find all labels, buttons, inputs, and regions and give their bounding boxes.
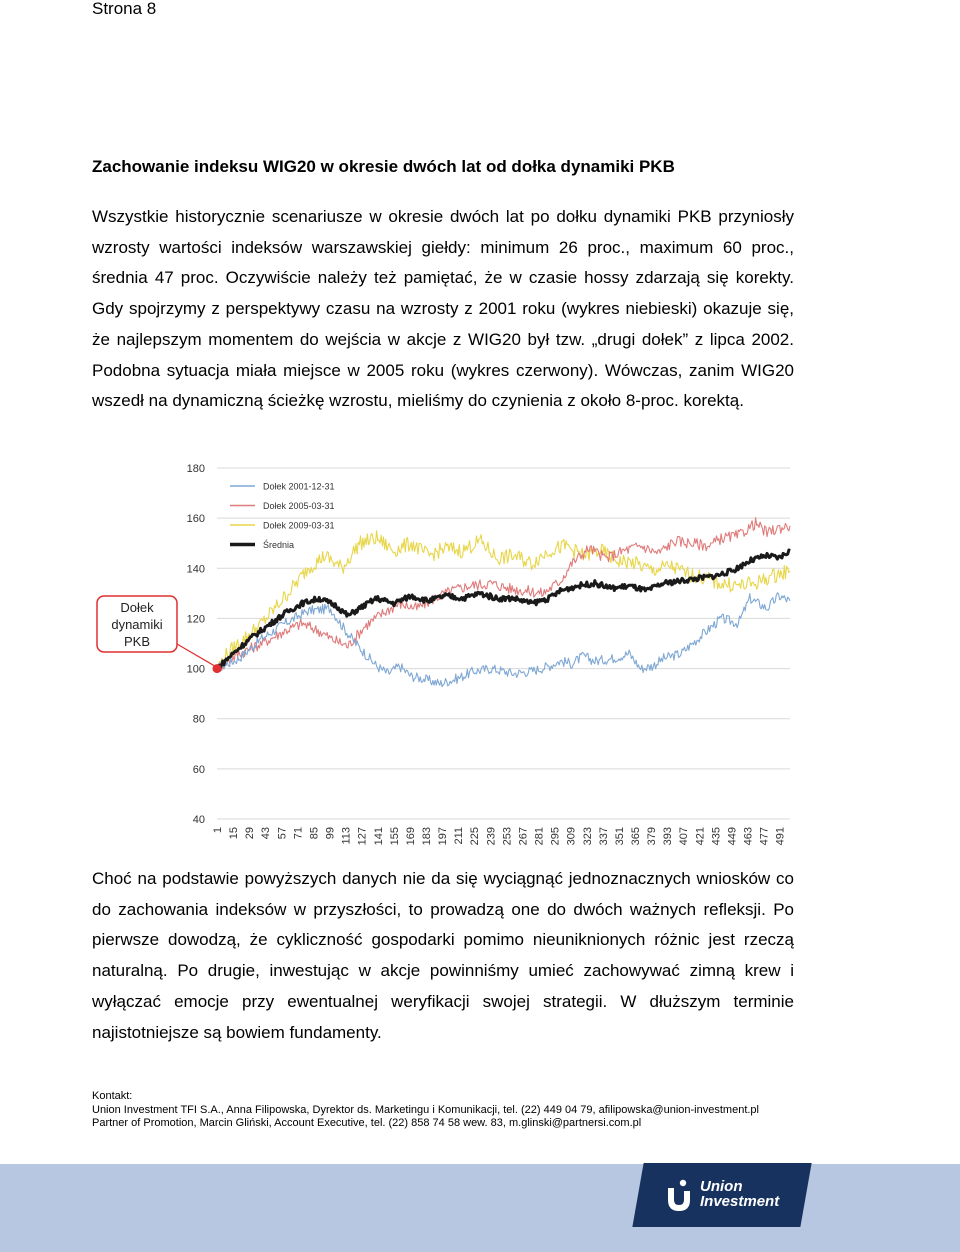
x-tick-label: 57 [276,827,289,840]
x-tick-label: 435 [710,827,723,846]
x-tick-label: 267 [517,827,530,846]
x-tick-label: 393 [662,827,675,846]
y-tick-label: 120 [186,613,205,626]
annotation-connector [177,644,214,666]
x-tick-label: 491 [774,827,787,846]
x-tick-label: 239 [485,827,498,846]
y-tick-label: 80 [192,713,205,726]
x-tick-label: 183 [420,827,433,846]
x-tick-label: 85 [308,827,321,840]
union-investment-logo [664,1176,794,1216]
x-tick-label: 71 [292,827,305,840]
x-tick-label: 225 [469,827,482,846]
x-tick-label: 29 [244,827,257,840]
x-tick-label: 281 [533,827,546,846]
contact-line-union: Union Investment TFI S.A., Anna Filipowska, Dyrektor ds. Marketingu i Komunikacji, tel. (22) 449 04 79, afilipowska@union-investment.pl [92,1103,759,1116]
x-tick-label: 169 [404,827,417,846]
page-number: Strona 8 [92,0,157,18]
footer-band [0,1164,960,1252]
section-heading: Zachowanie indeksu WIG20 w okresie dwóch lat od dołka dynamiki PKB [92,157,675,176]
x-tick-label: 407 [678,827,691,846]
annotation-text: PKB [123,634,151,649]
x-tick-label: 127 [356,827,369,846]
x-tick-label: 155 [388,827,401,846]
x-tick-label: 477 [758,827,771,846]
x-tick-label: 309 [565,827,578,846]
x-tick-label: 211 [453,827,466,845]
chart-annotation [97,596,222,673]
legend-label: Dołek 2009-03-31 [263,520,335,531]
x-tick-label: 337 [597,827,610,846]
logo-text [700,1179,779,1209]
x-tick-label: 421 [694,827,707,846]
x-tick-label: 113 [340,827,353,845]
x-tick-label: 351 [613,827,626,846]
annotation-text: Dołek [120,600,154,615]
x-tick-label: 141 [372,827,385,846]
x-tick-label: 379 [646,827,659,846]
y-tick-label: 160 [186,513,205,526]
y-tick-label: 100 [186,663,205,676]
x-tick-label: 99 [324,827,337,840]
x-tick-label: 365 [629,827,642,846]
x-tick-label: 1 [212,827,224,834]
x-tick-label: 43 [260,827,273,840]
legend-label: Średnia [263,540,295,550]
union-logo-icon [664,1178,692,1212]
x-tick-label: 449 [726,827,739,846]
legend-label: Dołek 2001-12-31 [263,481,335,492]
x-tick-label: 295 [549,827,562,846]
legend-label: Dołek 2005-03-31 [263,501,335,511]
chart-legend [230,482,335,551]
x-tick-label: 197 [437,827,450,846]
x-tick-label: 253 [501,827,514,846]
intro-paragraph: Wszystkie historycznie scenariusze w okresie dwóch lat po dołku dynamiki PKB przyniosły wzrosty wartości indeksów warszawskiej giełdy: minimum 26 proc., maximum 60 proc., średnia 47 proc. Oczywiście należy też pamiętać, że w czasie hossy zdarzają się korekty. Gdy spojrzymy z perspektywy czasu na wzrosty z 2001 roku (wykres niebieski) okazuje się, że najlepszym momentem do wejścia w akcje z WIG20 był tzw. „drugi dołek” z lipca 2002. Podobna sytuacja miała miejsce w 2005 roku (wykres czerwony). Wówczas, zanim WIG20 wszedł na dynamiczną ścieżkę wzrostu, mieliśmy do czynienia z około 8-proc. korektą. [92,207,794,411]
chart-series [217,518,790,687]
series-line [217,518,790,672]
x-axis-ticks [212,827,787,845]
wig20-chart [90,452,800,857]
contact-line-partner: Partner of Promotion, Marcin Gliński, Account Executive, tel. (22) 858 74 58 wew. 83, m.glinski@partnersi.com.pl [92,1117,642,1129]
conclusion-paragraph: Choć na podstawie powyższych danych nie da się wyciągnąć jednoznacznych wniosków co do zachowania indeksów w przyszłości, to prowadzą one do dwóch ważnych refleksji. Po pierwsze dowodzą, że cykliczność gospodarki pomimo nieuniknionych różnic jest rzeczą naturalną. Po drugie, inwestując w akcje powinniśmy umieć zachowywać zimną krew i wyłączać emocje przy ewentualnej weryfikacji swojej strategii. W dłuższym terminie najistotniejsze są bowiem fundamenty. [92,869,794,1042]
contact-footer [92,1090,759,1131]
y-tick-label: 60 [192,763,205,776]
x-tick-label: 463 [742,827,755,846]
logo-line-union: Union [700,1178,743,1195]
x-tick-label: 323 [581,827,594,846]
y-axis-ticks [187,463,205,826]
annotation-text: dynamiki [111,617,163,632]
logo-line-investment: Investment [700,1193,780,1210]
chart-svg [90,452,800,857]
contact-label: Kontakt: [92,1090,133,1102]
y-tick-label: 40 [192,814,205,826]
x-tick-label: 15 [228,827,241,840]
y-tick-label: 140 [186,563,205,576]
y-tick-label: 180 [186,463,205,475]
annotation-marker [213,664,222,673]
